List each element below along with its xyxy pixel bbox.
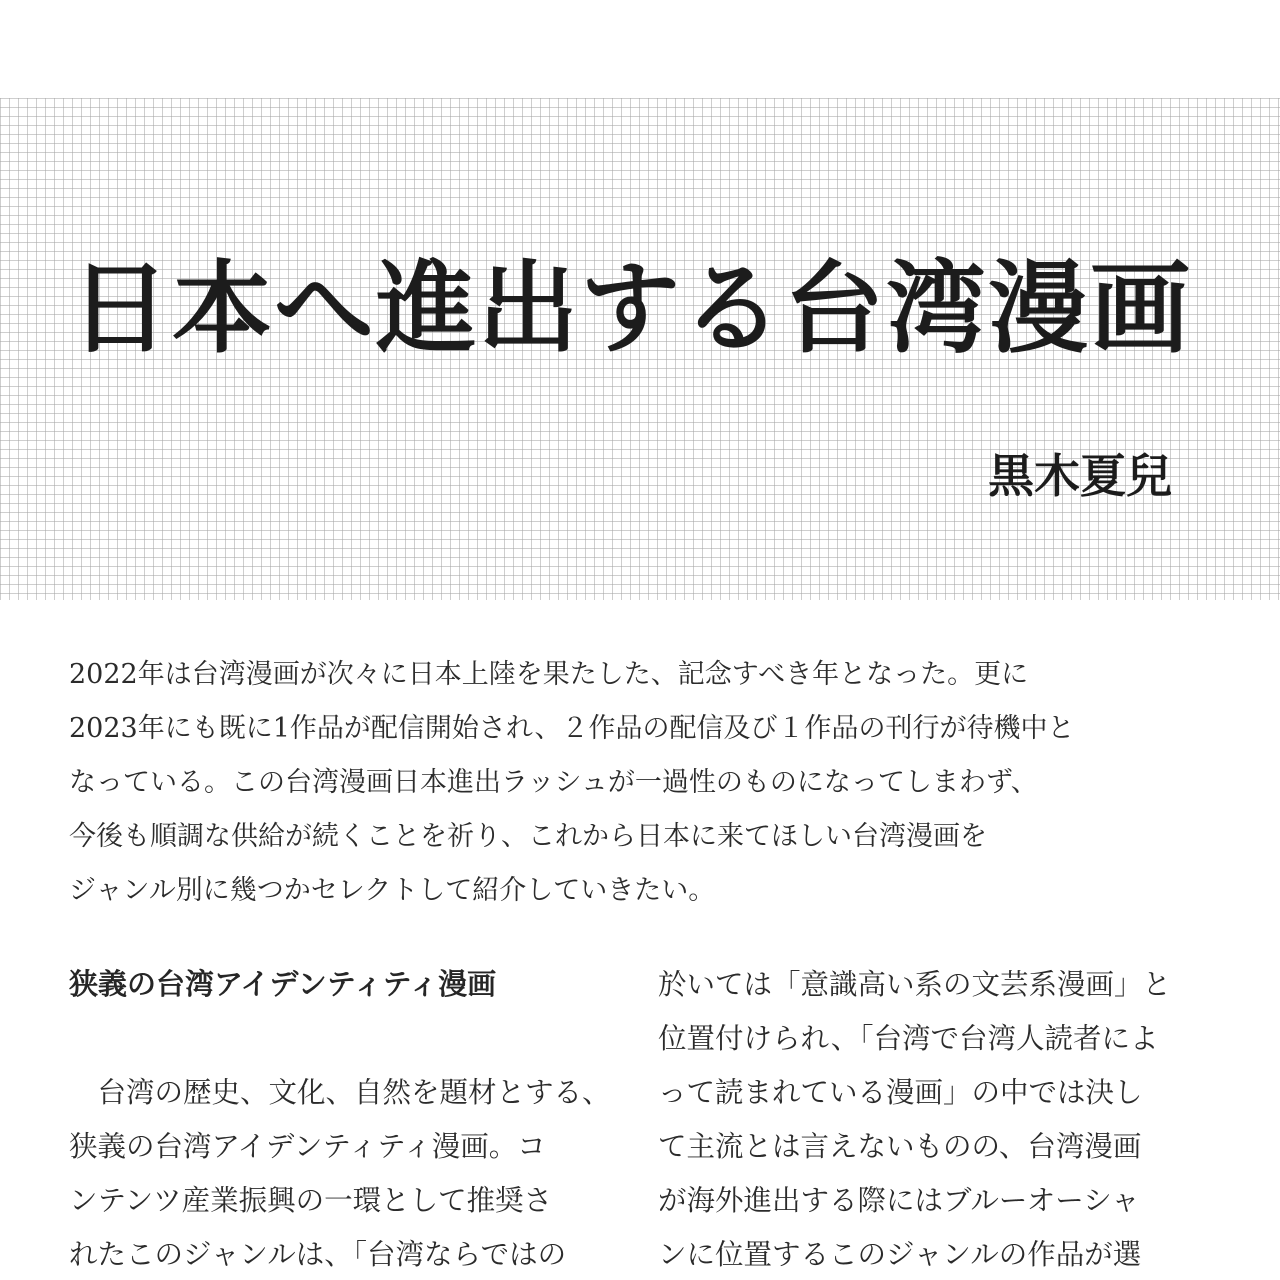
author-name: 黒木夏兒 <box>988 449 1172 503</box>
body-line: が海外進出する際にはブルーオーシャ <box>658 1184 1140 1217</box>
intro-line: 今後も順調な供給が続くことを祈り、これから日本に来てほしい台湾漫画を <box>69 821 987 852</box>
article-title: 日本へ進出する台湾漫画 <box>70 249 1192 367</box>
body-line: って読まれている漫画」の中では決し <box>658 1076 1143 1109</box>
body-line: れたこのジャンルは、「台湾ならではの <box>69 1238 567 1271</box>
body-line: 於いては「意識高い系の文芸系漫画」と <box>658 968 1172 1001</box>
section-heading: 狭義の台湾アイデンティティ漫画 <box>69 967 497 1001</box>
intro-line: 2023年にも既に1作品が配信開始され、２作品の配信及び１作品の刊行が待機中と <box>69 713 1075 744</box>
left-column-body <box>69 1066 609 1280</box>
right-column-body <box>658 958 1198 1280</box>
body-line: ンテンツ産業振興の一環として推奨さ <box>69 1184 553 1217</box>
body-line: 位置付けられ、「台湾で台湾人読者によ <box>658 1022 1159 1055</box>
intro-paragraph <box>69 648 1149 918</box>
left-column <box>69 958 609 1280</box>
body-line: て主流とは言えないものの、台湾漫画 <box>658 1130 1142 1163</box>
intro-line: ジャンル別に幾つかセレクトして紹介していきたい。 <box>69 875 716 906</box>
body-line: ンに位置するこのジャンルの作品が選 <box>658 1238 1142 1271</box>
right-column <box>658 958 1198 1280</box>
intro-line: なっている。この台湾漫画日本進出ラッシュが一過性のものになってしまわず、 <box>69 767 1038 798</box>
body-line: 狭義の台湾アイデンティティ漫画。コ <box>69 1130 546 1163</box>
intro-line: 2022年は台湾漫画が次々に日本上陸を果たした、記念すべき年となった。更に <box>69 659 1029 690</box>
body-line: 台湾の歴史、文化、自然を題材とする、 <box>69 1076 611 1109</box>
